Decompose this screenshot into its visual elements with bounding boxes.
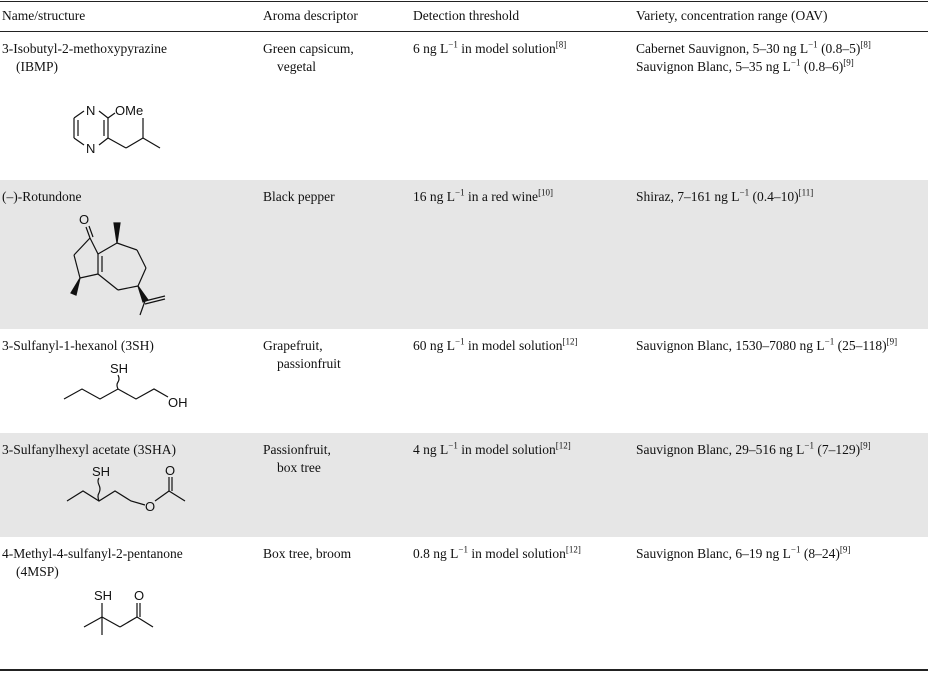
threshold-exponent: −1 [448,440,458,451]
variety-exponent: −1 [790,544,801,555]
aroma-text: Green capsicum, [263,41,354,56]
threshold-medium: in model solution [457,41,556,56]
threshold-exponent: −1 [455,336,465,347]
cell-name [2,40,252,76]
cell-name [2,188,252,206]
threshold-exponent: −1 [458,544,468,555]
4msp-structure [80,587,170,647]
bottom-rule [0,669,928,671]
compound-name: 3-Sulfanylhexyl acetate (3SHA) [2,442,176,457]
threshold-value: 4 ng L [413,442,449,457]
atom-label: N [86,141,96,156]
atom-label: O [165,463,176,478]
atom-label: SH [94,588,113,603]
variety-reference: [9] [860,440,871,451]
cell-name [2,337,252,355]
variety-oav: (0.4–10) [749,189,799,204]
cell-variety [636,545,928,563]
aroma-text: Grapefruit, [263,338,323,353]
cell-variety [636,40,928,76]
variety-text: Cabernet Sauvignon, 5–30 ng L [636,41,809,56]
compound-name: 3-Isobutyl-2-methoxypyrazine [2,41,167,56]
cell-variety [636,188,928,206]
threshold-medium: in model solution [464,338,563,353]
table-row-rotundone [0,180,928,329]
threshold-reference: [10] [538,187,554,198]
threshold-medium: in model solution [457,442,556,457]
variety-oav: (0.8–5) [817,41,861,56]
table-row-4msp [0,537,928,669]
header-threshold: Detection threshold [413,8,520,23]
3sha-structure [65,463,195,518]
threshold-reference: [12] [562,336,578,347]
variety-line [636,40,928,58]
compound-abbrev: (IBMP) [16,59,59,74]
cell-threshold [413,40,628,58]
atom-label: SH [110,361,129,376]
atom-label: O [145,499,156,514]
aroma-text-cont: passionfruit [277,356,341,371]
variety-text: Sauvignon Blanc, 1530–7080 ng L [636,338,825,353]
variety-exponent: −1 [739,187,750,198]
variety-line [636,337,928,355]
variety-exponent: −1 [790,57,801,68]
header-aroma: Aroma descriptor [263,8,358,23]
cell-aroma [263,40,403,76]
cell-threshold [413,188,628,206]
variety-line [636,58,928,76]
atom-label: O [134,588,145,603]
variety-oav: (0.8–6) [800,59,844,74]
variety-reference: [9] [843,57,854,68]
aroma-text: Black pepper [263,189,335,204]
table-row-3sh [0,329,928,433]
variety-oav: (7–129) [813,442,861,457]
variety-line [636,188,928,206]
threshold-reference: [8] [555,39,567,50]
threshold-value: 6 ng L [413,41,449,56]
variety-text: Sauvignon Blanc, 5–35 ng L [636,59,791,74]
atom-label: OH [168,395,188,410]
cell-variety [636,337,928,355]
aroma-text-cont: vegetal [277,59,316,74]
aroma-text-cont: box tree [277,460,321,475]
table-row-3sha [0,433,928,537]
threshold-exponent: −1 [448,39,458,50]
atom-label: OMe [115,103,144,118]
threshold-reference: [12] [555,440,571,451]
threshold-exponent: −1 [455,187,465,198]
aroma-text: Box tree, broom [263,546,352,561]
3sh-structure [60,361,190,411]
variety-line [636,545,928,563]
variety-exponent: −1 [824,336,835,347]
table-row-ibmp [0,32,928,180]
variety-reference: [11] [798,187,814,198]
variety-oav: (25–118) [834,338,887,353]
cell-threshold [413,545,628,563]
cell-threshold [413,337,628,355]
threshold-medium: in model solution [467,546,566,561]
cell-threshold [413,441,628,459]
variety-exponent: −1 [804,440,814,451]
threshold-value: 60 ng L [413,338,455,353]
compound-abbrev: (4MSP) [16,564,59,579]
header-name: Name/structure [2,8,86,23]
atom-label: N [86,103,96,118]
variety-reference: [8] [860,39,871,50]
variety-oav: (8–24) [800,546,840,561]
atom-label: O [79,212,90,227]
threshold-reference: [12] [565,544,581,555]
ibmp-structure [60,98,180,168]
variety-text: Sauvignon Blanc, 6–19 ng L [636,546,791,561]
variety-line [636,441,928,459]
cell-name [2,441,252,459]
compound-name: 3-Sulfanyl-1-hexanol (3SH) [2,338,154,353]
compound-name: 4-Methyl-4-sulfanyl-2-pentanone [2,546,183,561]
compound-name: (–)-Rotundone [2,189,82,204]
rotundone-structure [60,210,180,310]
threshold-medium: in a red wine [464,189,539,204]
cell-aroma [263,188,403,206]
threshold-value: 16 ng L [413,189,455,204]
aroma-text: Passionfruit, [263,442,331,457]
cell-name [2,545,252,581]
cell-variety [636,441,928,459]
top-rule [0,1,928,2]
atom-label: SH [92,464,111,479]
variety-text: Shiraz, 7–161 ng L [636,189,740,204]
variety-reference: [9] [886,336,898,347]
variety-exponent: −1 [808,39,818,50]
cell-aroma [263,337,403,373]
header-variety: Variety, concentration range (OAV) [636,8,828,23]
cell-aroma [263,545,403,563]
variety-reference: [9] [839,544,851,555]
threshold-value: 0.8 ng L [413,546,459,561]
cell-aroma [263,441,403,477]
variety-text: Sauvignon Blanc, 29–516 ng L [636,442,805,457]
